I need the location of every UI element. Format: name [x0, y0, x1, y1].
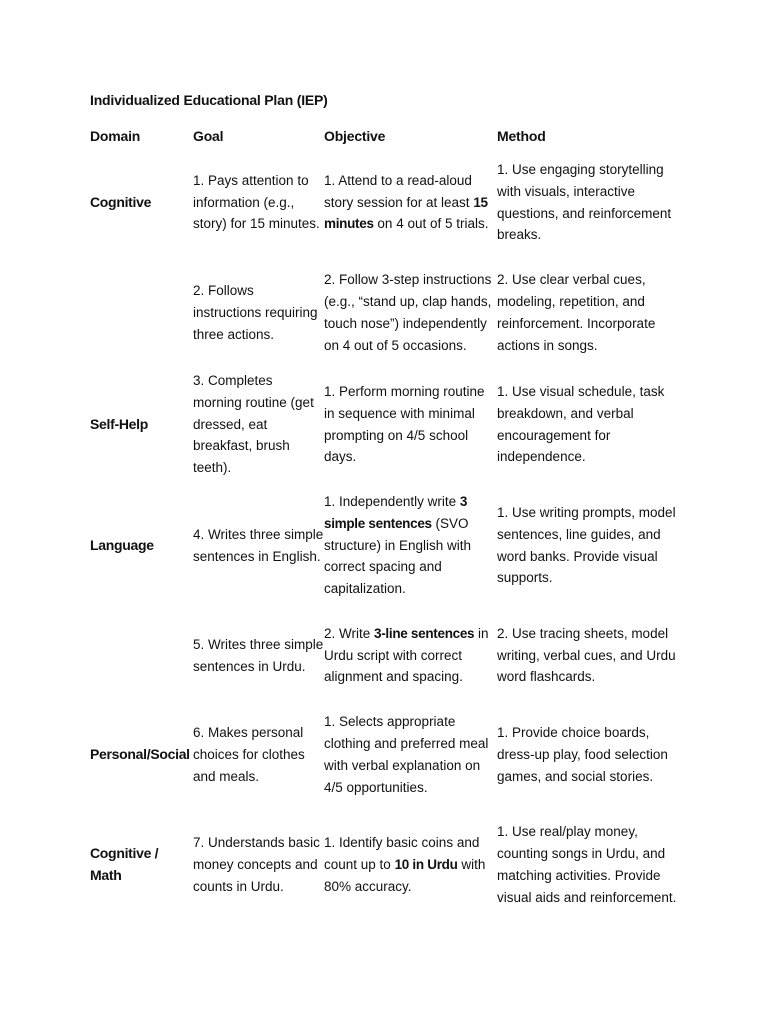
method-cell: 1. Use real/play money, counting songs in Urdu, and matching activities. Provide visual aids and reinforcement.: [497, 824, 677, 905]
header-objective: Objective: [324, 128, 386, 144]
objective-emphasis: 3-line sentences: [374, 625, 475, 641]
objective-emphasis: 3 simple sentences: [324, 494, 468, 531]
method-cell: 1. Use writing prompts, model sentences, line guides, and word banks. Provide visual supports.: [497, 504, 676, 586]
domain-line: Math: [90, 867, 122, 883]
objective-text: on 4 out of 5 trials.: [373, 216, 489, 232]
header-goal: Goal: [193, 128, 224, 144]
objective-cell: [324, 611, 497, 700]
objective-text: 1. Attend to a read-aloud story session for at least: [324, 172, 474, 210]
method-cell: 1. Provide choice boards, dress-up play, food selection games, and social stories.: [497, 725, 668, 784]
method-cell: 1. Use engaging storytelling with visuals, interactive questions, and reinforcement breaks.: [497, 161, 672, 243]
objective-emphasis: 15 minutes: [324, 194, 488, 232]
objective-text: with 80% accuracy.: [324, 857, 486, 894]
table-row: [90, 257, 680, 369]
domain-cell: Personal/Social: [90, 746, 190, 763]
table-row: [90, 480, 680, 611]
header-method: Method: [497, 128, 546, 144]
document-title: Individualized Educational Plan (IEP): [90, 92, 328, 108]
objective-emphasis: 10 in Urdu: [394, 857, 458, 873]
goal-cell: 2. Follows instructions requiring three actions.: [193, 283, 318, 342]
iep-table: [90, 124, 680, 920]
domain-line: Cognitive /: [90, 845, 159, 862]
objective-text: 1. Identify basic coins and count up to: [324, 835, 480, 873]
objective-text: 2. Write: [324, 625, 375, 641]
method-cell: 2. Use tracing sheets, model writing, verbal cues, and Urdu word flashcards.: [497, 625, 676, 685]
goal-cell: 5. Writes three simple sentences in Urdu.: [193, 636, 324, 674]
domain-cell: [90, 257, 193, 369]
goal-cell: 1. Pays attention to information (e.g., story) for 15 minutes.: [193, 172, 320, 232]
objective-cell: [324, 369, 497, 480]
objective-text: 1. Selects appropriate clothing and preferred meal with verbal explanation on 4/5 opportunities.: [324, 714, 489, 795]
goal-cell: 4. Writes three simple sentences in English.: [193, 526, 324, 564]
domain-cell: [90, 611, 193, 700]
header-domain: Domain: [90, 128, 141, 144]
goal-cell: 6. Makes personal choices for clothes and meals.: [193, 725, 305, 784]
objective-cell: [324, 257, 497, 369]
domain-cell: [90, 810, 193, 920]
objective-text: 1. Independently write: [324, 494, 460, 509]
domain-cell: Language: [90, 536, 154, 553]
table-row: [90, 369, 680, 480]
objective-text: (SVO structure) in English with correct spacing and capitalization.: [324, 515, 472, 597]
objective-cell: [324, 700, 497, 810]
objective-cell: [324, 810, 497, 920]
table-header-row: [90, 124, 680, 148]
objective-cell: [324, 480, 497, 611]
table-row: [90, 611, 680, 700]
objective-text: in Urdu script with correct alignment and spacing.: [324, 625, 489, 685]
method-cell: 1. Use visual schedule, task breakdown, and verbal encouragement for independence.: [497, 383, 665, 465]
objective-cell: [324, 148, 497, 257]
method-cell: 2. Use clear verbal cues, modeling, repetition, and reinforcement. Incorporate actions in songs.: [497, 272, 656, 353]
objective-text: 2. Follow 3-step instructions (e.g., “stand up, clap hands, touch nose”) independently on 4 out of 5 occasions.: [324, 272, 492, 353]
table-row: [90, 700, 680, 810]
table-row: [90, 810, 680, 920]
goal-cell: 3. Completes morning routine (get dressed, eat breakfast, brush teeth).: [193, 373, 314, 476]
domain-cell: Self-Help: [90, 415, 148, 432]
domain-cell: Cognitive: [90, 193, 152, 210]
table-row: [90, 148, 680, 257]
goal-cell: 7. Understands basic money concepts and counts in Urdu.: [193, 835, 320, 894]
objective-text: 1. Perform morning routine in sequence with minimal prompting on 4/5 school days.: [324, 383, 485, 465]
